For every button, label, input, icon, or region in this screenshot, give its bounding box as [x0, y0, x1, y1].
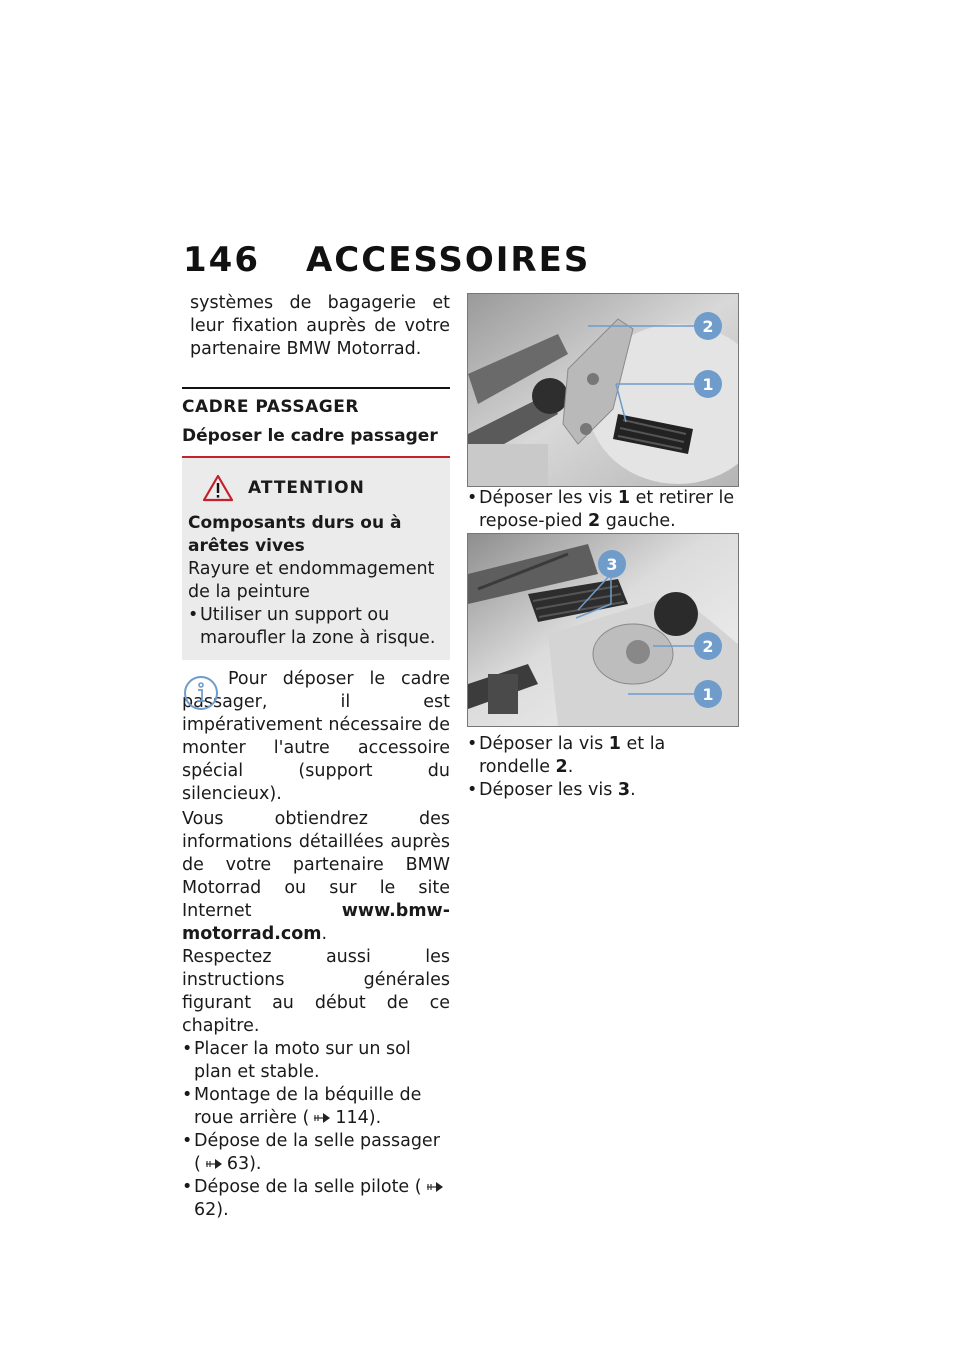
step-text: Déposer les vis	[479, 488, 618, 508]
intro-paragraph: systèmes de bagagerie et leur fixation auprès de votre partenaire BMW Motorrad.	[190, 293, 450, 359]
info-paragraph-end: .	[321, 924, 328, 944]
reference-arrow-icon	[313, 1112, 331, 1124]
list-item	[467, 487, 739, 533]
warning-header	[202, 474, 442, 502]
step-number: 3	[617, 780, 631, 800]
step-number: 1	[608, 734, 621, 754]
reference-arrow-icon	[205, 1158, 223, 1170]
callout-2-marker: 2	[694, 312, 722, 340]
list-item	[182, 1038, 450, 1084]
warning-box	[182, 458, 450, 660]
prep-list-refs	[182, 1084, 450, 1222]
warning-text: Rayure et endommagement de la peinture	[188, 559, 435, 602]
info-paragraph-text: Vous obtiendrez des informations détaillées auprès de votre partenaire BMW Motorrad ou sur le site Internet	[182, 809, 450, 921]
list-item-text: Placer la moto sur un sol plan et stable.	[194, 1039, 411, 1082]
sub-title: Déposer le cadre passager	[182, 426, 438, 446]
list-item-text: Dépose de la selle pilote (	[194, 1177, 422, 1197]
reference-arrow-icon	[426, 1181, 444, 1193]
step-text: .	[630, 780, 636, 800]
list-item-text: Montage de la béquille de roue arrière (	[194, 1085, 422, 1128]
prep-list	[182, 1038, 450, 1084]
list-item-text: Dépose de la selle passager (	[194, 1131, 440, 1174]
section-divider	[182, 387, 450, 389]
step-list-2	[467, 733, 739, 802]
step-text: et retirer le repose-pied	[479, 488, 735, 531]
website-link[interactable]: www.bmw-motorrad.com	[182, 901, 450, 944]
chapter-title: ACCESSOIRES	[305, 240, 591, 280]
instructions-paragraph: Respectez aussi les instructions générales figurant au début de ce chapitre.	[182, 947, 450, 1036]
warning-label: ATTENTION	[248, 478, 365, 498]
page-reference[interactable]: 63	[226, 1154, 250, 1174]
step-number: 1	[617, 488, 631, 508]
step-number: 2	[588, 511, 601, 531]
step-text: .	[567, 757, 574, 777]
list-item	[467, 733, 739, 779]
section-title: CADRE PASSAGER	[182, 397, 359, 417]
list-item	[182, 1130, 450, 1176]
step-text: et la rondelle	[479, 734, 666, 777]
warning-bullet-list	[188, 604, 442, 650]
step-text: Déposer les vis	[479, 780, 618, 800]
warning-triangle-icon	[202, 474, 234, 502]
list-item	[182, 1084, 450, 1130]
list-item-end: ).	[249, 1154, 262, 1174]
list-item	[182, 1176, 450, 1222]
list-item-end: ).	[216, 1200, 229, 1220]
right-column	[467, 293, 739, 802]
info-note	[182, 668, 450, 806]
warning-title: Composants durs ou à arêtes vives	[188, 513, 402, 556]
info-icon	[182, 674, 220, 712]
callout-2-marker: 2	[694, 632, 722, 660]
step-number: 2	[555, 757, 568, 777]
callout-1-marker: 1	[694, 370, 722, 398]
callout-3-marker: 3	[598, 550, 626, 578]
footrest-photo	[467, 293, 739, 487]
step-list-1	[467, 487, 739, 533]
list-item	[467, 779, 739, 802]
callout-1-marker: 1	[694, 680, 722, 708]
left-column	[182, 292, 450, 1222]
page-header	[183, 240, 590, 280]
step-text: Déposer la vis	[479, 734, 609, 754]
page-reference[interactable]: 114	[335, 1108, 369, 1128]
list-item-end: ).	[368, 1108, 382, 1128]
silencer-photo	[467, 533, 739, 727]
info-paragraph	[182, 808, 450, 946]
page-reference[interactable]: 62	[194, 1200, 217, 1220]
step-text: gauche.	[600, 511, 676, 531]
warning-bullet: • Utiliser un support ou maroufler la zone à risque.	[188, 604, 442, 650]
page-number: 146	[183, 240, 260, 280]
info-text: Pour déposer le cadre passager, il est impérativement nécessaire de monter l'autre accessoire spécial (support du silencieux).	[182, 669, 450, 804]
